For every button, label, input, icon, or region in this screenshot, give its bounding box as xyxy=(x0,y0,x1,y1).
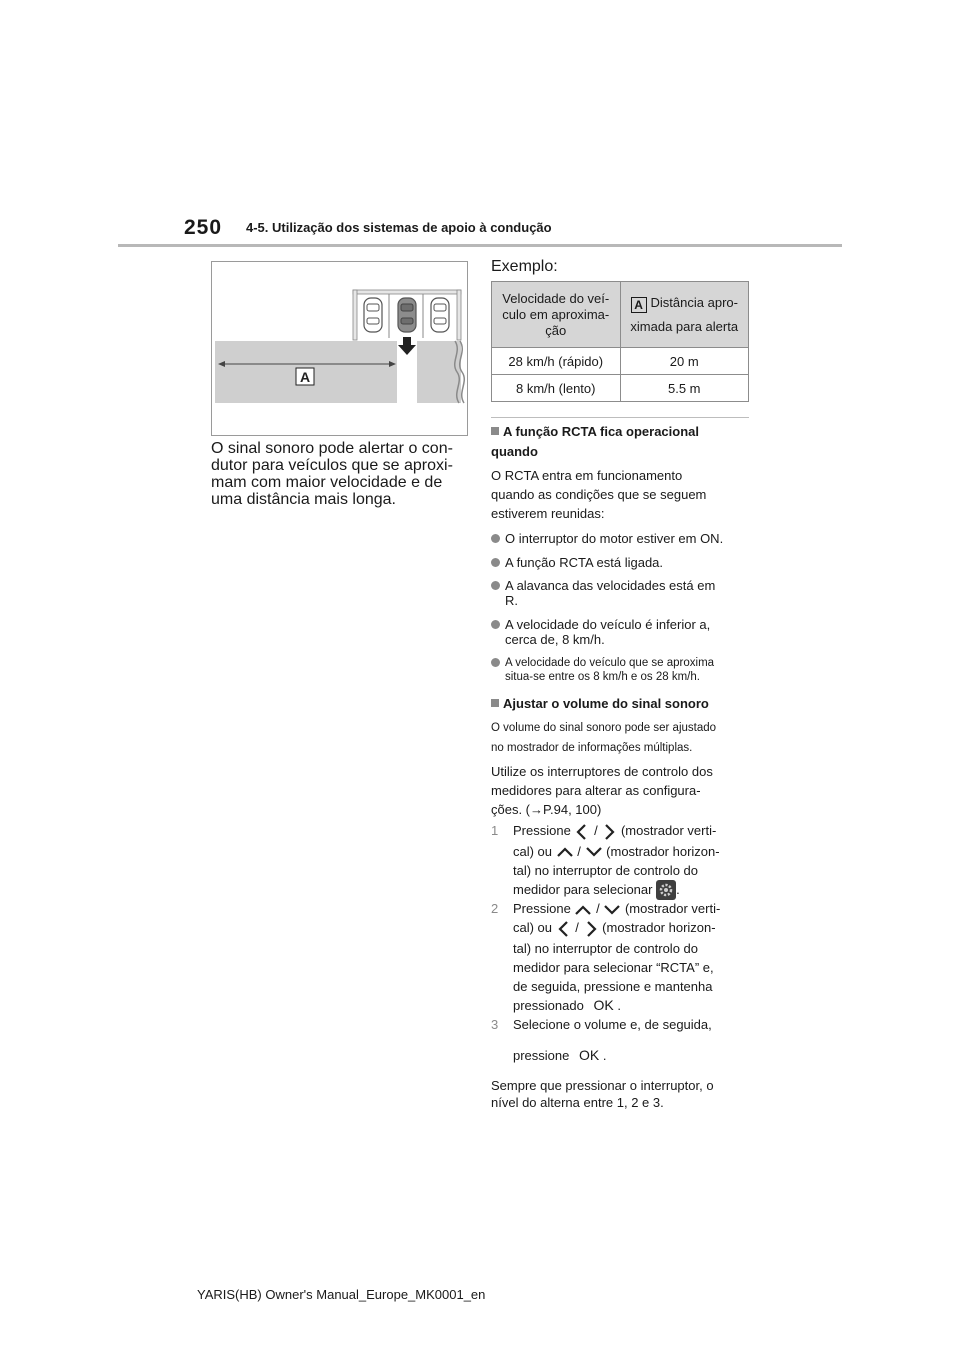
chevron-right-icon xyxy=(583,919,599,939)
volume-outro: Sempre que pressionar o interruptor, o nível do alterna entre 1, 2 e 3. xyxy=(491,1078,714,1110)
chevron-down-icon xyxy=(603,903,621,917)
chevron-up-icon xyxy=(556,845,574,859)
chevron-down-icon xyxy=(585,845,603,859)
parked-car-right-icon xyxy=(431,298,449,332)
condition-bullet: A função RCTA está ligada. xyxy=(491,555,753,570)
volume-heading: Ajustar o volume do sinal sonoro xyxy=(491,694,753,714)
parking-lot-diagram xyxy=(212,262,467,435)
table-cell: 8 km/h (lento) xyxy=(492,375,621,402)
section-square-icon xyxy=(491,699,499,707)
step-2: 2 Pressione / (mostrador verti- cal) ou / (mostrador horizon- tal) no interruptor de controlo do medidor para selecionar “RCTA” e, de seguida, pressione e mantenha pressionado OK . xyxy=(491,901,721,1013)
condition-bullet-small: A velocidade do veículo que se aproxima situa-se entre os 8 km/h e os 28 km/h. xyxy=(491,656,753,684)
page-footer: YARIS(HB) Owner's Manual_Europe_MK0001_en xyxy=(197,1287,486,1302)
parked-car-left-icon xyxy=(364,298,382,332)
chevron-left-icon xyxy=(574,822,590,842)
caption-line: uma distância mais longa. xyxy=(211,491,396,508)
bullet-dot-icon xyxy=(491,534,500,543)
label-a-badge: A xyxy=(631,297,647,313)
table-header-row xyxy=(492,282,749,348)
ok-button-icon: OK xyxy=(593,996,614,1013)
section-square-icon xyxy=(491,427,499,435)
chevron-up-icon xyxy=(574,903,592,917)
bullet-dot-icon xyxy=(491,620,500,629)
condition-bullet: A velocidade do veículo é inferior a, cerca de, 8 km/h. xyxy=(491,617,753,647)
volume-note: O volume do sinal sonoro pode ser ajustado no mostrador de informações múltiplas. xyxy=(491,722,717,754)
reverse-arrow-icon xyxy=(398,337,416,355)
section-title: 4-5. Utilização dos sistemas de apoio à condução xyxy=(246,220,552,235)
ok-button-icon: OK xyxy=(579,1047,600,1063)
range-label: A xyxy=(299,369,311,385)
speed-distance-table xyxy=(491,281,749,402)
step-3: 3 Selecione o volume e, de seguida, pressione OK . xyxy=(491,1017,712,1063)
section-divider xyxy=(491,417,749,418)
rcta-heading: A função RCTA fica operacional quando xyxy=(491,424,699,459)
own-vehicle-icon xyxy=(398,298,416,332)
step-number: 2 xyxy=(491,901,499,916)
road-lane-right xyxy=(417,341,461,403)
table-cell: 5.5 m xyxy=(620,375,749,402)
condition-bullet: O interruptor do motor estiver em ON. xyxy=(491,531,753,546)
bullet-dot-icon xyxy=(491,581,500,590)
step-number: 1 xyxy=(491,823,499,838)
bullet-dot-icon xyxy=(491,658,500,667)
header-distance: A Distância apro- ximada para alerta xyxy=(620,282,749,348)
header-divider xyxy=(118,244,842,247)
table-cell: 28 km/h (rápido) xyxy=(492,348,621,375)
gear-icon xyxy=(656,880,676,900)
rcta-intro: O RCTA entra em funcionamento quando as condições que se seguem estiverem reunidas: xyxy=(491,468,707,521)
table-row xyxy=(492,375,749,402)
caption-line: mam com maior velocidade e de xyxy=(211,474,443,491)
step-number: 3 xyxy=(491,1017,499,1032)
chevron-right-icon xyxy=(601,822,617,842)
bullet-dot-icon xyxy=(491,558,500,567)
caption-line: O sinal sonoro pode alertar o con- xyxy=(211,440,453,457)
rcta-illustration xyxy=(211,261,468,436)
page-number: 250 xyxy=(184,216,223,239)
condition-bullet: A alavanca das velocidades está em R. xyxy=(491,578,753,608)
example-label: Exemplo: xyxy=(491,258,558,275)
header-speed: Velocidade do veí- culo em aproxima- ção xyxy=(492,282,621,348)
chevron-left-icon xyxy=(556,919,572,939)
table-cell: 20 m xyxy=(620,348,749,375)
figure-caption xyxy=(211,440,466,508)
caption-line: dutor para veículos que se aproxi- xyxy=(211,457,453,474)
table-row xyxy=(492,348,749,375)
volume-intro: Utilize os interruptores de controlo dos medidores para alterar as configura- ções. (→P.94, 100) xyxy=(491,764,713,817)
step-1: 1 Pressione / (mostrador verti- cal) ou / (mostrador horizon- tal) no interruptor de controlo do medidor para selecionar . xyxy=(491,821,753,900)
